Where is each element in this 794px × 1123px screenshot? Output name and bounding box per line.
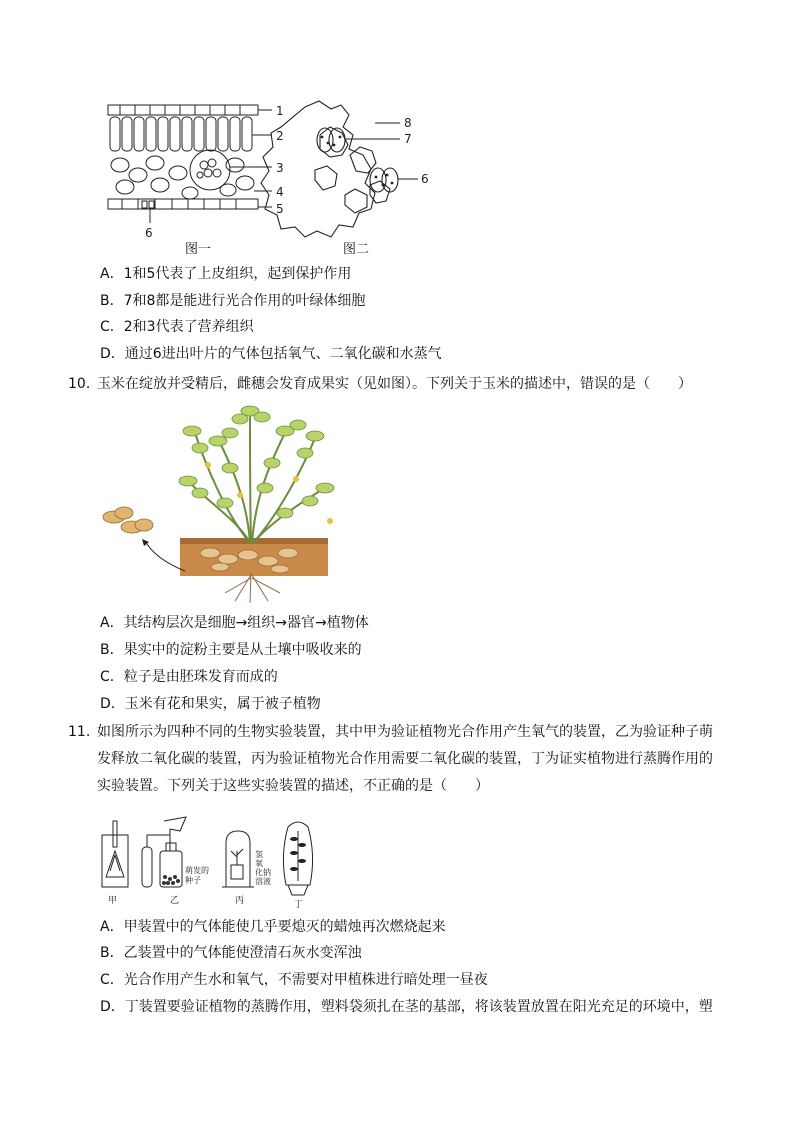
fig1-label-3: 3 [276,161,284,175]
q10-number: 10. [68,376,91,392]
q9-option-b: B．7和8都是能进行光合作用的叶绿体细胞 [100,293,366,309]
naoh-label-1: 氢 [255,850,263,859]
fig1-label-5: 5 [276,202,284,216]
q11-option-b: B．乙装置中的气体能使澄清石灰水变浑浊 [100,945,362,961]
fig2-label-7: 7 [404,132,412,146]
naoh-label-2: 氧 [255,859,263,868]
q10-stem: 玉米在绽放并受精后，雌穗会发育成果实（见如图）。下列关于玉米的描述中，错误的是（ ） [97,376,692,392]
q11-number: 11. [68,724,91,740]
q11-stem-line-2: 发释放二氧化碳的装置，丙为验证植物光合作用需要二氧化碳的装置，丁为证实植物进行蒸腾作用的 [97,751,713,767]
fig1-label-6: 6 [145,226,153,240]
q11-stem-line-1: 如图所示为四种不同的生物实验装置，其中甲为验证植物光合作用产生氧气的装置，乙为验证种子萌 [97,724,713,740]
seeds-label-line-1: 萌发的 [185,866,209,875]
fig1-label-2: 2 [276,129,284,143]
label-jia: 甲 [108,896,118,906]
seeds-label-line-2: 种子 [185,876,201,885]
figure-one-drawing [108,105,272,223]
fig2-label-8: 8 [404,116,412,130]
plant-with-fruits-illustration [100,403,340,608]
apparatus-jia [102,821,128,887]
q10-option-b: B．果实中的淀粉主要是从土壤中吸收来的 [100,642,362,658]
fig1-label-1: 1 [276,104,284,118]
fig1-label-4: 4 [276,185,284,199]
q10-option-d: D．玉米有花和果实，属于被子植物 [100,696,321,712]
plant-figure [100,403,340,608]
figure-one-caption: 图一 [185,242,212,257]
fig2-label-6: 6 [421,172,429,186]
q9-option-d: D．通过6进出叶片的气体包括氧气、二氧化碳和水蒸气 [100,346,442,362]
q11-stem-line-3: 实验装置。下列关于这些实验装置的描述，不正确的是（ ） [97,778,489,794]
figure-two-caption: 图二 [343,242,370,257]
q11-option-a: A．甲装置中的气体能使几乎要熄灭的蜡烛再次燃烧起来 [100,919,446,935]
peanut-fruits [103,507,153,533]
four-apparatus-diagram [98,815,338,908]
arrow-curve [145,541,185,571]
label-bing: 丙 [235,896,245,906]
experiment-apparatus-figure [98,815,338,908]
apparatus-bing [222,831,254,887]
leaf-cross-section-diagram [100,95,440,260]
q9-option-a: A．1和5代表了上皮组织，起到保护作用 [100,266,352,282]
q11-option-c: C．光合作用产生水和氧气，不需要对甲植株进行暗处理一昼夜 [100,972,488,988]
q10-option-a: A．其结构层次是细胞→组织→器官→植物体 [100,615,369,631]
q10-option-c: C．粒子是由胚珠发育而成的 [100,669,278,685]
q9-option-c: C．2和3代表了营养组织 [100,319,254,335]
leaf-structure-figure [100,95,440,260]
naoh-label-3: 化钠 [255,868,271,877]
q11-option-d: D．丁装置要验证植物的蒸腾作用，塑料袋须扎在茎的基部，将该装置放置在阳光充足的环境中，塑 [100,999,713,1015]
label-yi: 乙 [170,896,180,906]
label-ding: 丁 [294,900,304,908]
naoh-label-4: 溶液 [255,877,271,886]
apparatus-ding [283,822,312,895]
figure-two-drawing [261,101,418,237]
